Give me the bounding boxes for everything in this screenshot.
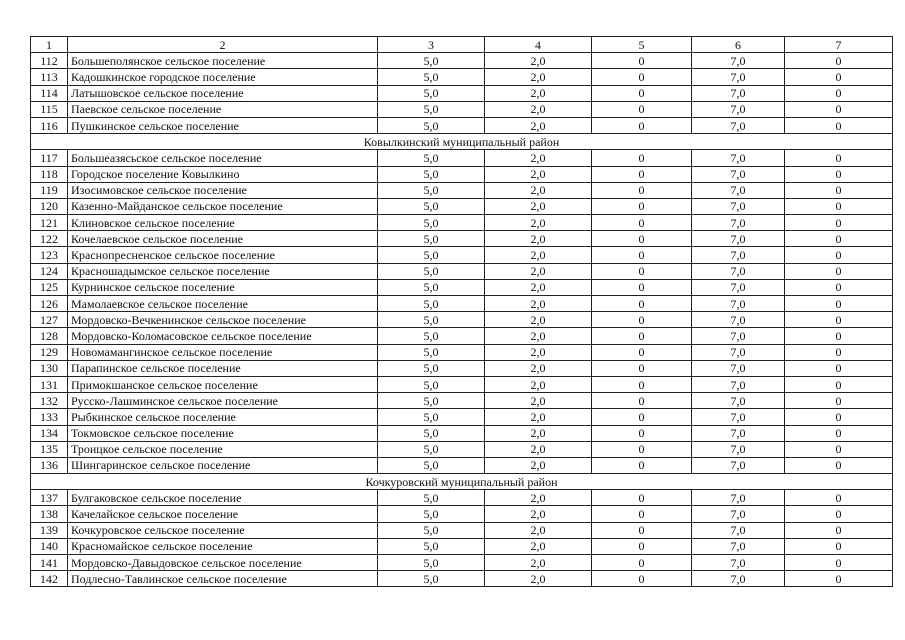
table-row	[31, 231, 893, 247]
table-cell-col-3: 5,0	[378, 538, 485, 554]
table-cell-col-3: 5,0	[378, 312, 485, 328]
table-cell-col-5: 0	[592, 490, 692, 506]
table-cell-col-5: 0	[592, 279, 692, 295]
table-cell-col-2: Мордовско-Вечкенинское сельское поселение	[68, 312, 378, 328]
table-cell-col-3: 5,0	[378, 69, 485, 85]
table-cell-col-4: 2,0	[485, 312, 592, 328]
table-cell-col-4: 2,0	[485, 506, 592, 522]
table-cell-col-7: 0	[785, 457, 893, 473]
table-cell-col-1: 134	[31, 425, 68, 441]
table-cell-col-5: 0	[592, 296, 692, 312]
table-row	[31, 312, 893, 328]
table-cell-col-2: Качелайское сельское поселение	[68, 506, 378, 522]
table-cell-col-2: Курнинское сельское поселение	[68, 279, 378, 295]
table-cell-col-5: 0	[592, 166, 692, 182]
table-cell-col-1: 128	[31, 328, 68, 344]
table-cell-col-5: 0	[592, 360, 692, 376]
table-cell-col-3: 5,0	[378, 506, 485, 522]
table-cell-col-4: 2,0	[485, 231, 592, 247]
table-cell-col-7: 0	[785, 409, 893, 425]
table-cell-col-6: 7,0	[692, 506, 785, 522]
table-cell-col-2: Паевское сельское поселение	[68, 101, 378, 117]
table-cell-col-5: 0	[592, 182, 692, 198]
table-cell-col-1: 133	[31, 409, 68, 425]
table-cell-col-4: 2,0	[485, 522, 592, 538]
table-cell-col-7: 0	[785, 69, 893, 85]
table-cell-col-2: Большеазясьское сельское поселение	[68, 150, 378, 166]
table-cell-col-6: 7,0	[692, 215, 785, 231]
header-row	[31, 37, 893, 53]
table-cell-col-3: 5,0	[378, 166, 485, 182]
table-cell-col-1: 129	[31, 344, 68, 360]
table-cell-col-3: 5,0	[378, 296, 485, 312]
header-cell-5: 5	[592, 37, 692, 53]
table-cell-col-1: 123	[31, 247, 68, 263]
table-cell-col-1: 141	[31, 555, 68, 571]
table-row	[31, 279, 893, 295]
table-cell-col-6: 7,0	[692, 150, 785, 166]
table-cell-col-2: Токмовское сельское поселение	[68, 425, 378, 441]
table-cell-col-6: 7,0	[692, 296, 785, 312]
table-cell-col-2: Клиновское сельское поселение	[68, 215, 378, 231]
table-cell-col-7: 0	[785, 101, 893, 117]
table-cell-col-5: 0	[592, 506, 692, 522]
table-row	[31, 69, 893, 85]
table-cell-col-5: 0	[592, 393, 692, 409]
table-cell-col-6: 7,0	[692, 101, 785, 117]
table-cell-col-2: Пушкинское сельское поселение	[68, 117, 378, 133]
table-cell-col-6: 7,0	[692, 231, 785, 247]
header-cell-3: 3	[378, 37, 485, 53]
table-cell-col-6: 7,0	[692, 53, 785, 69]
table-cell-col-5: 0	[592, 101, 692, 117]
table-row	[31, 360, 893, 376]
table-cell-col-4: 2,0	[485, 360, 592, 376]
table-cell-col-6: 7,0	[692, 312, 785, 328]
table-cell-col-4: 2,0	[485, 182, 592, 198]
table-cell-col-1: 142	[31, 571, 68, 587]
table-cell-col-2: Красношадымское сельское поселение	[68, 263, 378, 279]
table-cell-col-5: 0	[592, 263, 692, 279]
table-cell-col-5: 0	[592, 538, 692, 554]
header-cell-2: 2	[68, 37, 378, 53]
table-row	[31, 263, 893, 279]
table-cell-col-6: 7,0	[692, 263, 785, 279]
district-name: Кочкуровский муниципальный район	[31, 474, 893, 490]
table-row	[31, 393, 893, 409]
table-cell-col-2: Троицкое сельское поселение	[68, 441, 378, 457]
table-cell-col-7: 0	[785, 53, 893, 69]
table-cell-col-2: Городское поселение Ковылкино	[68, 166, 378, 182]
table-row	[31, 247, 893, 263]
table-cell-col-1: 136	[31, 457, 68, 473]
table-row	[31, 101, 893, 117]
table-cell-col-2: Булгаковское сельское поселение	[68, 490, 378, 506]
table-cell-col-3: 5,0	[378, 247, 485, 263]
table-cell-col-3: 5,0	[378, 490, 485, 506]
table-cell-col-7: 0	[785, 150, 893, 166]
table-cell-col-5: 0	[592, 198, 692, 214]
table-cell-col-2: Большеполянское сельское поселение	[68, 53, 378, 69]
table-cell-col-6: 7,0	[692, 85, 785, 101]
table-cell-col-6: 7,0	[692, 490, 785, 506]
table-row	[31, 328, 893, 344]
table-row	[31, 53, 893, 69]
table-cell-col-3: 5,0	[378, 555, 485, 571]
table-cell-col-4: 2,0	[485, 117, 592, 133]
table-cell-col-7: 0	[785, 85, 893, 101]
table-cell-col-7: 0	[785, 490, 893, 506]
table-cell-col-7: 0	[785, 198, 893, 214]
table-cell-col-4: 2,0	[485, 279, 592, 295]
table-cell-col-2: Краснопресненское сельское поселение	[68, 247, 378, 263]
table-cell-col-6: 7,0	[692, 376, 785, 392]
table-cell-col-1: 132	[31, 393, 68, 409]
table-cell-col-4: 2,0	[485, 344, 592, 360]
table-row	[31, 198, 893, 214]
table-cell-col-2: Красномайское сельское поселение	[68, 538, 378, 554]
table-cell-col-4: 2,0	[485, 150, 592, 166]
table-cell-col-3: 5,0	[378, 425, 485, 441]
table-cell-col-7: 0	[785, 571, 893, 587]
table-cell-col-1: 127	[31, 312, 68, 328]
table-cell-col-4: 2,0	[485, 441, 592, 457]
table-cell-col-3: 5,0	[378, 215, 485, 231]
table-cell-col-5: 0	[592, 69, 692, 85]
table-cell-col-6: 7,0	[692, 522, 785, 538]
table-row	[31, 166, 893, 182]
table-row	[31, 538, 893, 554]
table-cell-col-2: Мамолаевское сельское поселение	[68, 296, 378, 312]
table-row	[31, 441, 893, 457]
table-cell-col-2: Мордовско-Коломасовское сельское поселение	[68, 328, 378, 344]
table-cell-col-6: 7,0	[692, 393, 785, 409]
table-cell-col-6: 7,0	[692, 457, 785, 473]
table-cell-col-5: 0	[592, 53, 692, 69]
table-cell-col-7: 0	[785, 555, 893, 571]
table-cell-col-7: 0	[785, 296, 893, 312]
table-cell-col-1: 117	[31, 150, 68, 166]
table-cell-col-2: Подлесно-Тавлинское сельское поселение	[68, 571, 378, 587]
table-cell-col-7: 0	[785, 506, 893, 522]
table-row	[31, 376, 893, 392]
table-cell-col-7: 0	[785, 441, 893, 457]
table-cell-col-2: Парапинское сельское поселение	[68, 360, 378, 376]
table-row	[31, 571, 893, 587]
table-cell-col-5: 0	[592, 328, 692, 344]
table-cell-col-4: 2,0	[485, 85, 592, 101]
table-cell-col-1: 126	[31, 296, 68, 312]
table-cell-col-3: 5,0	[378, 376, 485, 392]
table-cell-col-4: 2,0	[485, 490, 592, 506]
table-row	[31, 344, 893, 360]
table-cell-col-1: 139	[31, 522, 68, 538]
table-cell-col-2: Мордовско-Давыдовское сельское поселение	[68, 555, 378, 571]
table-cell-col-1: 131	[31, 376, 68, 392]
table-cell-col-7: 0	[785, 263, 893, 279]
table-cell-col-4: 2,0	[485, 215, 592, 231]
table-cell-col-7: 0	[785, 231, 893, 247]
table-cell-col-6: 7,0	[692, 360, 785, 376]
table-cell-col-7: 0	[785, 522, 893, 538]
table-cell-col-2: Шингаринское сельское поселение	[68, 457, 378, 473]
table-cell-col-2: Примокшанское сельское поселение	[68, 376, 378, 392]
table-cell-col-4: 2,0	[485, 101, 592, 117]
table-cell-col-1: 118	[31, 166, 68, 182]
table-cell-col-5: 0	[592, 409, 692, 425]
table-cell-col-2: Кочелаевское сельское поселение	[68, 231, 378, 247]
table-cell-col-4: 2,0	[485, 198, 592, 214]
table-cell-col-1: 121	[31, 215, 68, 231]
table-cell-col-4: 2,0	[485, 296, 592, 312]
table-cell-col-4: 2,0	[485, 538, 592, 554]
table-cell-col-5: 0	[592, 215, 692, 231]
table-cell-col-2: Рыбкинское сельское поселение	[68, 409, 378, 425]
table-cell-col-7: 0	[785, 247, 893, 263]
table-cell-col-6: 7,0	[692, 425, 785, 441]
table-cell-col-3: 5,0	[378, 182, 485, 198]
table-cell-col-7: 0	[785, 328, 893, 344]
table-cell-col-3: 5,0	[378, 231, 485, 247]
table-cell-col-4: 2,0	[485, 409, 592, 425]
table-cell-col-6: 7,0	[692, 247, 785, 263]
district-header-row	[31, 134, 893, 150]
district-header-row	[31, 474, 893, 490]
table-cell-col-5: 0	[592, 441, 692, 457]
table-cell-col-1: 135	[31, 441, 68, 457]
table-cell-col-7: 0	[785, 344, 893, 360]
table-cell-col-1: 130	[31, 360, 68, 376]
table-row	[31, 215, 893, 231]
table-cell-col-6: 7,0	[692, 182, 785, 198]
table-cell-col-2: Новомамангинское сельское поселение	[68, 344, 378, 360]
header-cell-1: 1	[31, 37, 68, 53]
table-cell-col-2: Казенно-Майданское сельское поселение	[68, 198, 378, 214]
table-cell-col-6: 7,0	[692, 279, 785, 295]
header-cell-6: 6	[692, 37, 785, 53]
table-cell-col-3: 5,0	[378, 263, 485, 279]
table-cell-col-5: 0	[592, 117, 692, 133]
table-row	[31, 425, 893, 441]
table-cell-col-4: 2,0	[485, 393, 592, 409]
table-cell-col-2: Изосимовское сельское поселение	[68, 182, 378, 198]
table-cell-col-7: 0	[785, 312, 893, 328]
table-cell-col-3: 5,0	[378, 85, 485, 101]
table-cell-col-6: 7,0	[692, 117, 785, 133]
settlements-table	[30, 36, 893, 587]
table-cell-col-4: 2,0	[485, 69, 592, 85]
table-cell-col-4: 2,0	[485, 328, 592, 344]
table-cell-col-4: 2,0	[485, 247, 592, 263]
table-cell-col-6: 7,0	[692, 409, 785, 425]
table-cell-col-6: 7,0	[692, 538, 785, 554]
table-cell-col-6: 7,0	[692, 571, 785, 587]
table-cell-col-6: 7,0	[692, 166, 785, 182]
table-cell-col-1: 114	[31, 85, 68, 101]
table-cell-col-1: 137	[31, 490, 68, 506]
table-cell-col-3: 5,0	[378, 441, 485, 457]
table-cell-col-7: 0	[785, 538, 893, 554]
table-cell-col-3: 5,0	[378, 571, 485, 587]
table-cell-col-2: Латышовское сельское поселение	[68, 85, 378, 101]
table-row	[31, 506, 893, 522]
table-cell-col-4: 2,0	[485, 555, 592, 571]
table-cell-col-6: 7,0	[692, 69, 785, 85]
table-row	[31, 150, 893, 166]
table-cell-col-3: 5,0	[378, 53, 485, 69]
table-row	[31, 490, 893, 506]
table-row	[31, 522, 893, 538]
document-page	[30, 36, 865, 587]
table-cell-col-7: 0	[785, 182, 893, 198]
table-cell-col-1: 113	[31, 69, 68, 85]
table-cell-col-6: 7,0	[692, 198, 785, 214]
table-cell-col-1: 116	[31, 117, 68, 133]
table-cell-col-7: 0	[785, 376, 893, 392]
table-cell-col-6: 7,0	[692, 328, 785, 344]
table-cell-col-3: 5,0	[378, 393, 485, 409]
table-cell-col-5: 0	[592, 571, 692, 587]
table-cell-col-6: 7,0	[692, 441, 785, 457]
table-cell-col-3: 5,0	[378, 279, 485, 295]
header-cell-7: 7	[785, 37, 893, 53]
table-cell-col-3: 5,0	[378, 409, 485, 425]
table-row	[31, 117, 893, 133]
header-cell-4: 4	[485, 37, 592, 53]
table-cell-col-1: 140	[31, 538, 68, 554]
district-name: Ковылкинский муниципальный район	[31, 134, 893, 150]
table-cell-col-1: 138	[31, 506, 68, 522]
table-cell-col-5: 0	[592, 150, 692, 166]
table-cell-col-7: 0	[785, 425, 893, 441]
table-row	[31, 296, 893, 312]
table-row	[31, 457, 893, 473]
table-cell-col-4: 2,0	[485, 457, 592, 473]
table-cell-col-5: 0	[592, 457, 692, 473]
table-cell-col-1: 124	[31, 263, 68, 279]
table-cell-col-2: Русско-Лашминское сельское поселение	[68, 393, 378, 409]
table-cell-col-4: 2,0	[485, 571, 592, 587]
table-cell-col-1: 119	[31, 182, 68, 198]
table-cell-col-4: 2,0	[485, 166, 592, 182]
table-cell-col-7: 0	[785, 393, 893, 409]
table-cell-col-5: 0	[592, 85, 692, 101]
table-cell-col-1: 115	[31, 101, 68, 117]
table-cell-col-3: 5,0	[378, 344, 485, 360]
table-cell-col-4: 2,0	[485, 53, 592, 69]
table-cell-col-1: 122	[31, 231, 68, 247]
table-cell-col-5: 0	[592, 376, 692, 392]
table-row	[31, 555, 893, 571]
table-cell-col-5: 0	[592, 312, 692, 328]
table-cell-col-3: 5,0	[378, 101, 485, 117]
table-cell-col-2: Кочкуровское сельское поселение	[68, 522, 378, 538]
table-body	[31, 37, 893, 587]
table-cell-col-4: 2,0	[485, 425, 592, 441]
table-cell-col-7: 0	[785, 279, 893, 295]
table-cell-col-3: 5,0	[378, 360, 485, 376]
table-cell-col-3: 5,0	[378, 150, 485, 166]
table-cell-col-7: 0	[785, 360, 893, 376]
table-cell-col-1: 112	[31, 53, 68, 69]
table-cell-col-7: 0	[785, 117, 893, 133]
table-row	[31, 182, 893, 198]
table-cell-col-3: 5,0	[378, 328, 485, 344]
table-cell-col-7: 0	[785, 215, 893, 231]
table-cell-col-5: 0	[592, 231, 692, 247]
table-cell-col-7: 0	[785, 166, 893, 182]
table-cell-col-3: 5,0	[378, 198, 485, 214]
table-cell-col-5: 0	[592, 555, 692, 571]
table-cell-col-3: 5,0	[378, 522, 485, 538]
table-cell-col-5: 0	[592, 522, 692, 538]
table-cell-col-3: 5,0	[378, 117, 485, 133]
table-row	[31, 409, 893, 425]
table-cell-col-4: 2,0	[485, 376, 592, 392]
table-cell-col-4: 2,0	[485, 263, 592, 279]
table-cell-col-5: 0	[592, 425, 692, 441]
table-cell-col-3: 5,0	[378, 457, 485, 473]
table-cell-col-2: Кадошкинское городское поселение	[68, 69, 378, 85]
table-row	[31, 85, 893, 101]
table-cell-col-5: 0	[592, 344, 692, 360]
table-cell-col-1: 120	[31, 198, 68, 214]
table-cell-col-5: 0	[592, 247, 692, 263]
table-cell-col-6: 7,0	[692, 344, 785, 360]
table-cell-col-1: 125	[31, 279, 68, 295]
table-cell-col-6: 7,0	[692, 555, 785, 571]
